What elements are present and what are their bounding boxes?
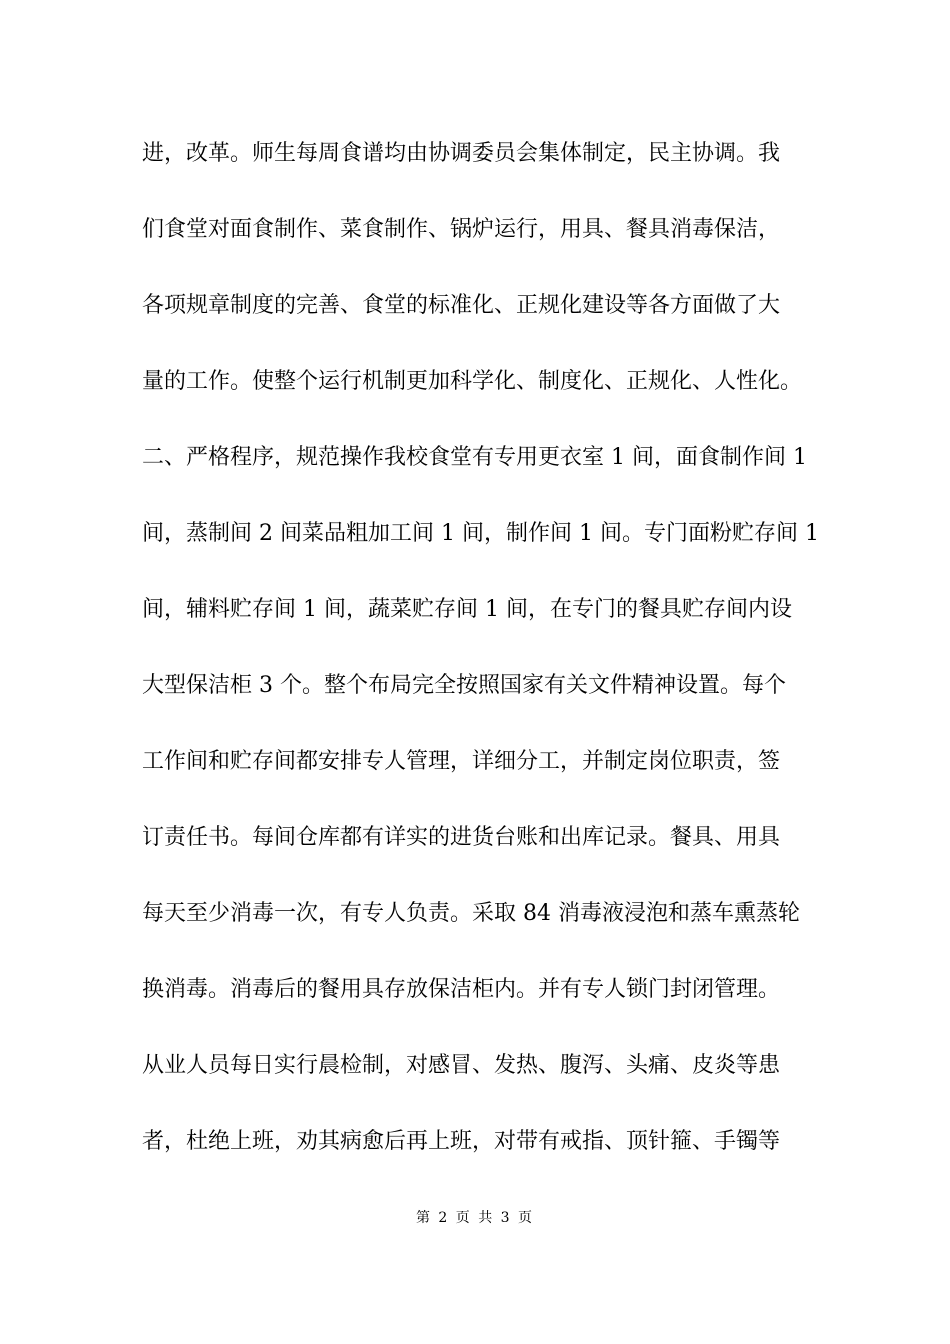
text-line: 每天至少消毒一次，有专人负责。采取 84 消毒液浸泡和蒸车熏蒸轮 <box>142 901 800 926</box>
text-line: 工作间和贮存间都安排专人管理，详细分工，并制定岗位职责，签 <box>142 749 781 774</box>
text-line: 们食堂对面食制作、菜食制作、锅炉运行，用具、餐具消毒保洁， <box>142 217 781 242</box>
text-line: 二、严格程序，规范操作我校食堂有专用更衣室 1 间，面食制作间 1 <box>142 445 807 470</box>
text-line: 间，辅料贮存间 1 间，蔬菜贮存间 1 间，在专门的餐具贮存间内设 <box>142 597 792 622</box>
text-line: 各项规章制度的完善、食堂的标准化、正规化建设等各方面做了大 <box>142 293 781 318</box>
text-line: 间，蒸制间 2 间菜品粗加工间 1 间，制作间 1 间。专门面粉贮存间 1 <box>142 521 819 546</box>
text-line: 大型保洁柜 3 个。整个布局完全按照国家有关文件精神设置。每个 <box>142 673 786 698</box>
text-line: 订责任书。每间仓库都有详实的进货台账和出库记录。餐具、用具 <box>142 825 781 850</box>
text-line: 从业人员每日实行晨检制，对感冒、发热、腹泻、头痛、皮炎等患 <box>142 1053 781 1078</box>
text-line: 者，杜绝上班，劝其病愈后再上班，对带有戒指、顶针箍、手镯等 <box>142 1129 781 1154</box>
text-line: 量的工作。使整个运行机制更加科学化、制度化、正规化、人性化。 <box>142 369 803 394</box>
text-line: 进，改革。师生每周食谱均由协调委员会集体制定，民主协调。我 <box>142 141 781 166</box>
body-text <box>142 132 822 1196</box>
page-number-footer: 第 2 页 共 3 页 <box>415 1210 535 1226</box>
text-line: 换消毒。消毒后的餐用具存放保洁柜内。并有专人锁门封闭管理。 <box>142 977 781 1002</box>
